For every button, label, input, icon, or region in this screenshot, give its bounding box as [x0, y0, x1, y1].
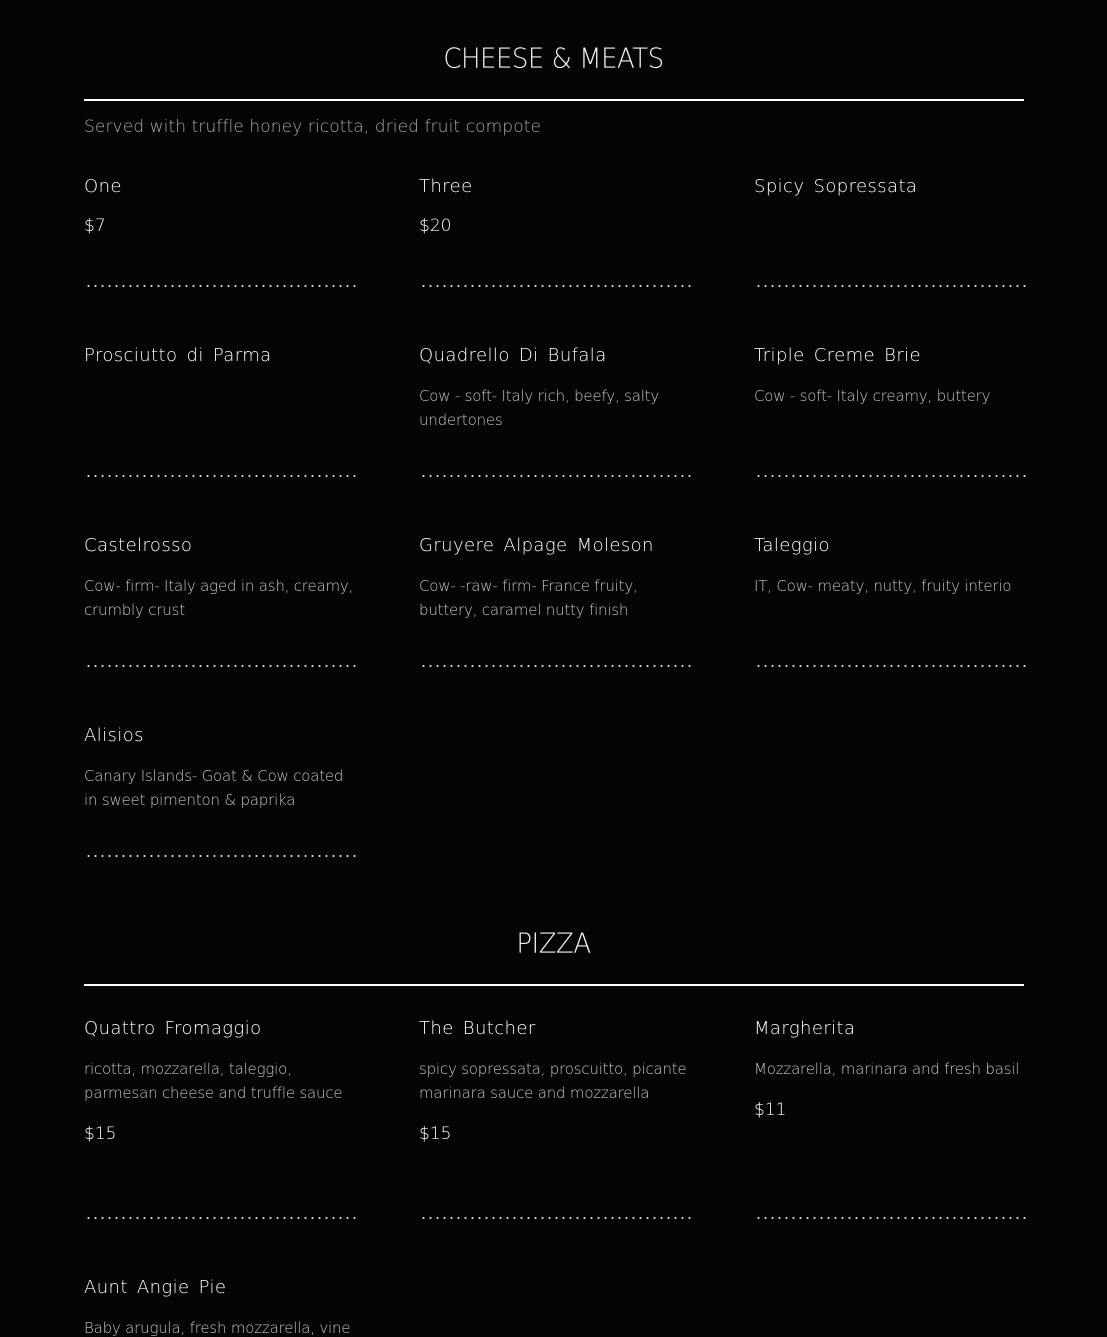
dotted-separator [84, 474, 356, 478]
item-name: The Butcher [419, 1018, 536, 1039]
dotted-separator [754, 474, 1026, 478]
item-description: ricotta, mozzarella, taleggio, parmesan cheese and truffle sauce [84, 1060, 343, 1102]
section-subtitle: Served with truffle honey ricotta, dried fruit compote [84, 117, 542, 137]
item-name: Margherita [754, 1018, 856, 1039]
menu-item-prosciutto-di-parma [84, 344, 356, 368]
section-title-pizza: PIZZA [516, 928, 591, 960]
item-description: Canary Islands- Goat & Cow coated in sweet pimenton & paprika [84, 767, 344, 809]
section-divider [84, 984, 1024, 986]
item-name: Castelrosso [84, 535, 193, 556]
menu-item-quadrello-di-bufala [419, 344, 691, 432]
item-description: Cow - soft- Italy creamy, buttery [754, 387, 991, 405]
item-description: Baby arugula, fresh mozzarella, vine [84, 1319, 351, 1337]
dotted-separator [419, 284, 691, 288]
menu-item-the-butcher [419, 1017, 691, 1146]
dotted-separator [84, 664, 356, 668]
menu-item-aunt-angie-pie [84, 1276, 356, 1337]
item-name: Prosciutto di Parma [84, 345, 272, 366]
menu-item-gruyere-alpage-moleson [419, 534, 691, 622]
item-name: Quadrello Di Bufala [419, 345, 607, 366]
item-description: spicy sopressata, proscuitto, picante marinara sauce and mozzarella [419, 1060, 687, 1102]
item-name: Spicy Sopressata [754, 176, 918, 197]
dotted-separator [84, 1216, 356, 1220]
dotted-separator [419, 664, 691, 668]
item-name: Gruyere Alpage Moleson [419, 535, 654, 556]
menu-item-quattro-fromaggio [84, 1017, 356, 1146]
item-description: Cow- firm- Italy aged in ash, creamy, crumbly crust [84, 577, 354, 619]
menu-item-three [419, 175, 691, 238]
section-divider [84, 99, 1024, 101]
dotted-separator [84, 854, 356, 858]
menu-item-triple-creme-brie [754, 344, 1026, 408]
item-name: Quattro Fromaggio [84, 1018, 262, 1039]
item-name: One [84, 176, 122, 197]
item-description: IT, Cow- meaty, nutty, fruity interio [754, 577, 1012, 595]
item-description: Cow - soft- Italy rich, beefy, salty undertones [419, 387, 660, 429]
menu-item-one [84, 175, 356, 238]
item-description: Mozzarella, marinara and fresh basil [754, 1060, 1020, 1078]
item-price: $7 [84, 216, 106, 236]
item-name: Alisios [84, 725, 144, 746]
dotted-separator [84, 284, 356, 288]
dotted-separator [754, 284, 1026, 288]
dotted-separator [754, 1216, 1026, 1220]
item-price: $11 [754, 1100, 787, 1120]
item-name: Triple Creme Brie [754, 345, 922, 366]
section-title-cheese-meats: CHEESE & MEATS [443, 43, 664, 75]
item-price: $15 [84, 1124, 117, 1144]
dotted-separator [419, 1216, 691, 1220]
menu-item-spicy-sopressata [754, 175, 1026, 199]
item-name: Three [419, 176, 473, 197]
menu-item-margherita [754, 1017, 1026, 1122]
item-name: Aunt Angie Pie [84, 1277, 227, 1298]
menu-item-alisios [84, 724, 356, 812]
dotted-separator [754, 664, 1026, 668]
dotted-separator [419, 474, 691, 478]
menu-item-taleggio [754, 534, 1026, 598]
item-name: Taleggio [754, 535, 830, 556]
item-price: $15 [419, 1124, 452, 1144]
item-description: Cow- -raw- firm- France fruity, buttery, caramel nutty finish [419, 577, 638, 619]
item-price: $20 [419, 216, 452, 236]
menu-item-castelrosso [84, 534, 356, 622]
